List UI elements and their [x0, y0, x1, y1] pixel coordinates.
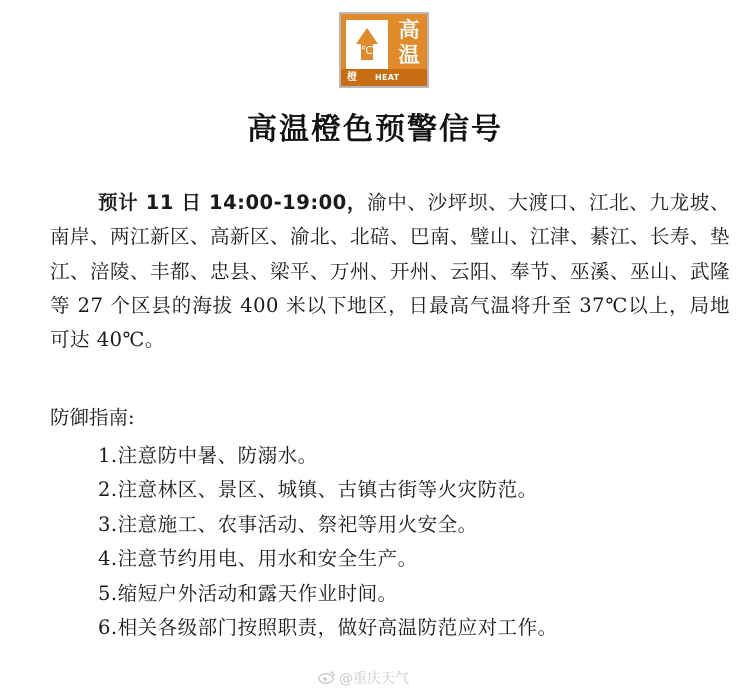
guidance-item: 1.注意防中暑、防溺水。: [98, 444, 318, 467]
forecast-paragraph: [50, 186, 730, 357]
watermark-text: @重庆天气: [339, 671, 409, 687]
badge-label-strip: [341, 69, 427, 99]
guidance-item: 3.注意施工、农事活动、祭祀等用火安全。: [98, 512, 478, 536]
forecast-body: 渝中、沙坪坝、大渡口、江北、九龙坡、南岸、两江新区、高新区、渝北、北碚、巴南、璧山、江津、綦江、长寿、垫江、涪陵、丰都、忠县、梁平、万州、开州、云阳、奉节、巫溪、巫山、武隆等 27 个区县的海拔 400 米以下地区，日最高气温将升至 37℃以上，局地可达 40℃。: [50, 191, 731, 352]
guidance-list: [98, 439, 738, 645]
guidance-heading: 防御指南:: [50, 406, 135, 429]
guidance-item: 2.注意林区、景区、城镇、古镇古街等火灾防范。: [98, 478, 538, 502]
page-title: 高温橙色预警信号: [247, 112, 503, 147]
thermometer-icon: [346, 20, 388, 72]
guidance-item: 4.注意节约用电、用水和安全生产。: [98, 547, 418, 571]
badge-level: 橙: [347, 72, 357, 83]
guidance-item: 5.缩短户外活动和露天作业时间。: [98, 581, 398, 605]
guidance-item: 6.相关各级部门按照职责，做好高温防范应对工作。: [98, 615, 558, 639]
badge-title: 高 温: [398, 18, 420, 67]
forecast-lead: 预计 11 日 14:00-19:00，: [98, 191, 368, 214]
weibo-icon: [318, 670, 336, 688]
badge-unit: ℃: [360, 44, 374, 57]
badge-english: HEAT WAVE: [375, 73, 402, 99]
weibo-watermark: [318, 668, 409, 688]
heat-wave-orange-badge: [339, 12, 429, 99]
